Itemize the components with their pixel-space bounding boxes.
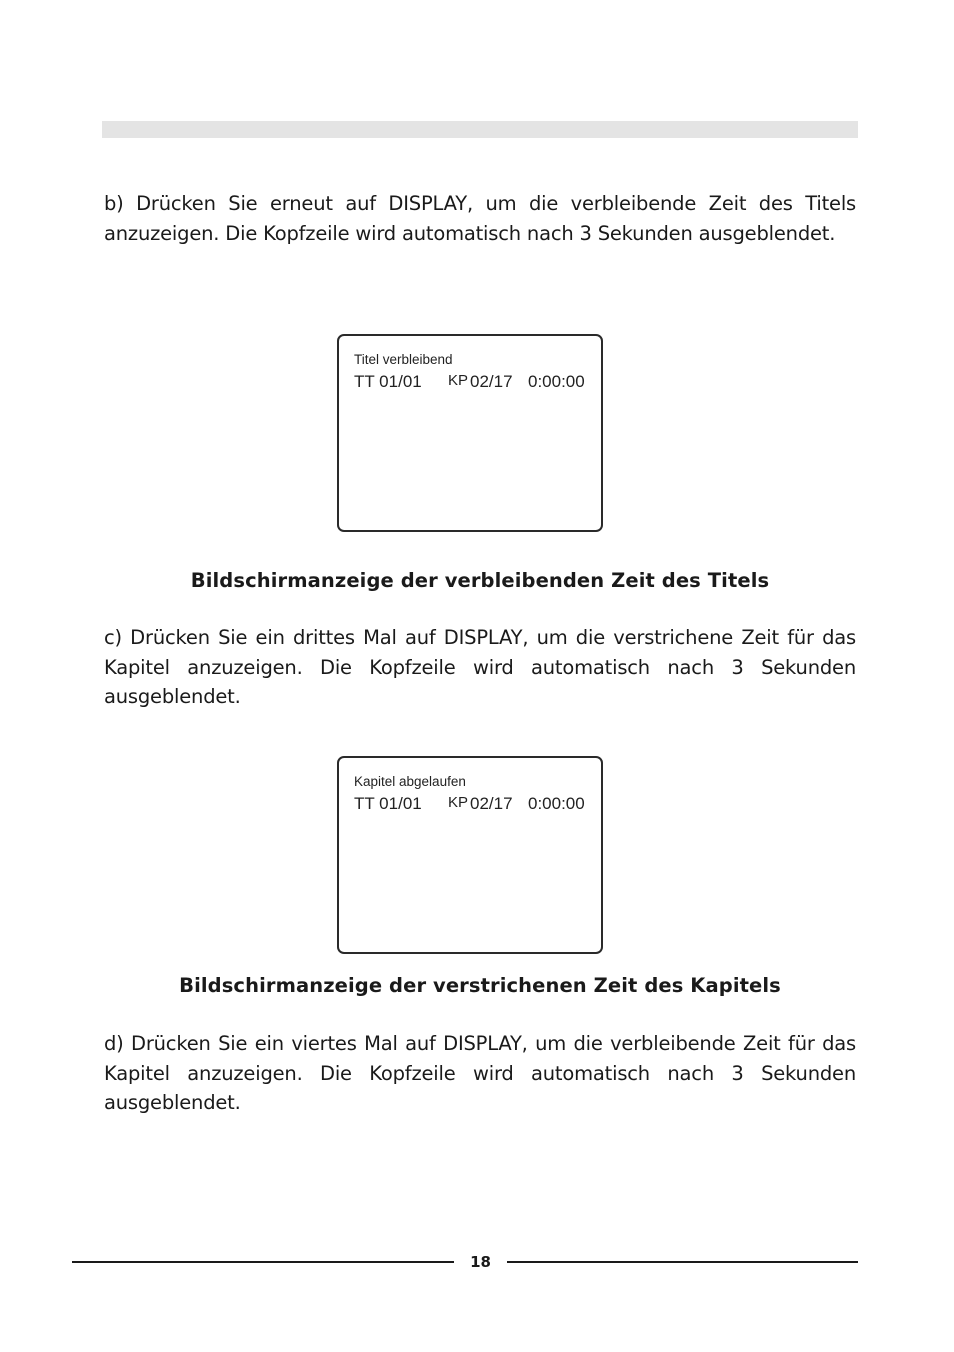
- footer-rule-right: [507, 1261, 858, 1263]
- chapter-prefix: KP: [448, 794, 469, 811]
- paragraph-d: d) Drücken Sie ein viertes Mal auf DISPLAY, um die verbleibende Zeit für das Kapitel anzuzeigen. Die Kopfzeile wird automatisch nach 3 Sekunden ausgeblendet.: [104, 1032, 856, 1114]
- time-display: 0:00:00: [528, 794, 585, 813]
- screen-title-remaining: [337, 334, 603, 532]
- paragraph-c: c) Drücken Sie ein drittes Mal auf DISPLAY, um die verstrichene Zeit für das Kapitel anzuzeigen. Die Kopfzeile wird automatisch nach 3 Sekunden ausgeblendet.: [104, 626, 856, 708]
- screen-title-label: Titel verbleibend: [354, 352, 453, 367]
- footer-rule-left: [72, 1261, 454, 1263]
- title-counter: TT 01/01: [354, 372, 422, 391]
- time-display: 0:00:00: [528, 372, 585, 391]
- header-bar: [102, 121, 858, 138]
- paragraph-b: b) Drücken Sie erneut auf DISPLAY, um die verbleibende Zeit des Titels anzuzeigen. Die Kopfzeile wird automatisch nach 3 Sekunden ausgeblendet.: [104, 192, 856, 245]
- screen-chapter-elapsed: [337, 756, 603, 954]
- caption-chapter-elapsed: Bildschirmanzeige der verstrichenen Zeit des Kapitels: [179, 974, 781, 997]
- screen-title-label: Kapitel abgelaufen: [354, 774, 466, 789]
- page-number: 18: [470, 1253, 491, 1271]
- chapter-counter: 02/17: [470, 372, 513, 391]
- caption-title-remaining: Bildschirmanzeige der verbleibenden Zeit des Titels: [190, 569, 770, 592]
- title-counter: TT 01/01: [354, 794, 422, 813]
- chapter-counter: 02/17: [470, 794, 513, 813]
- chapter-prefix: KP: [448, 372, 469, 389]
